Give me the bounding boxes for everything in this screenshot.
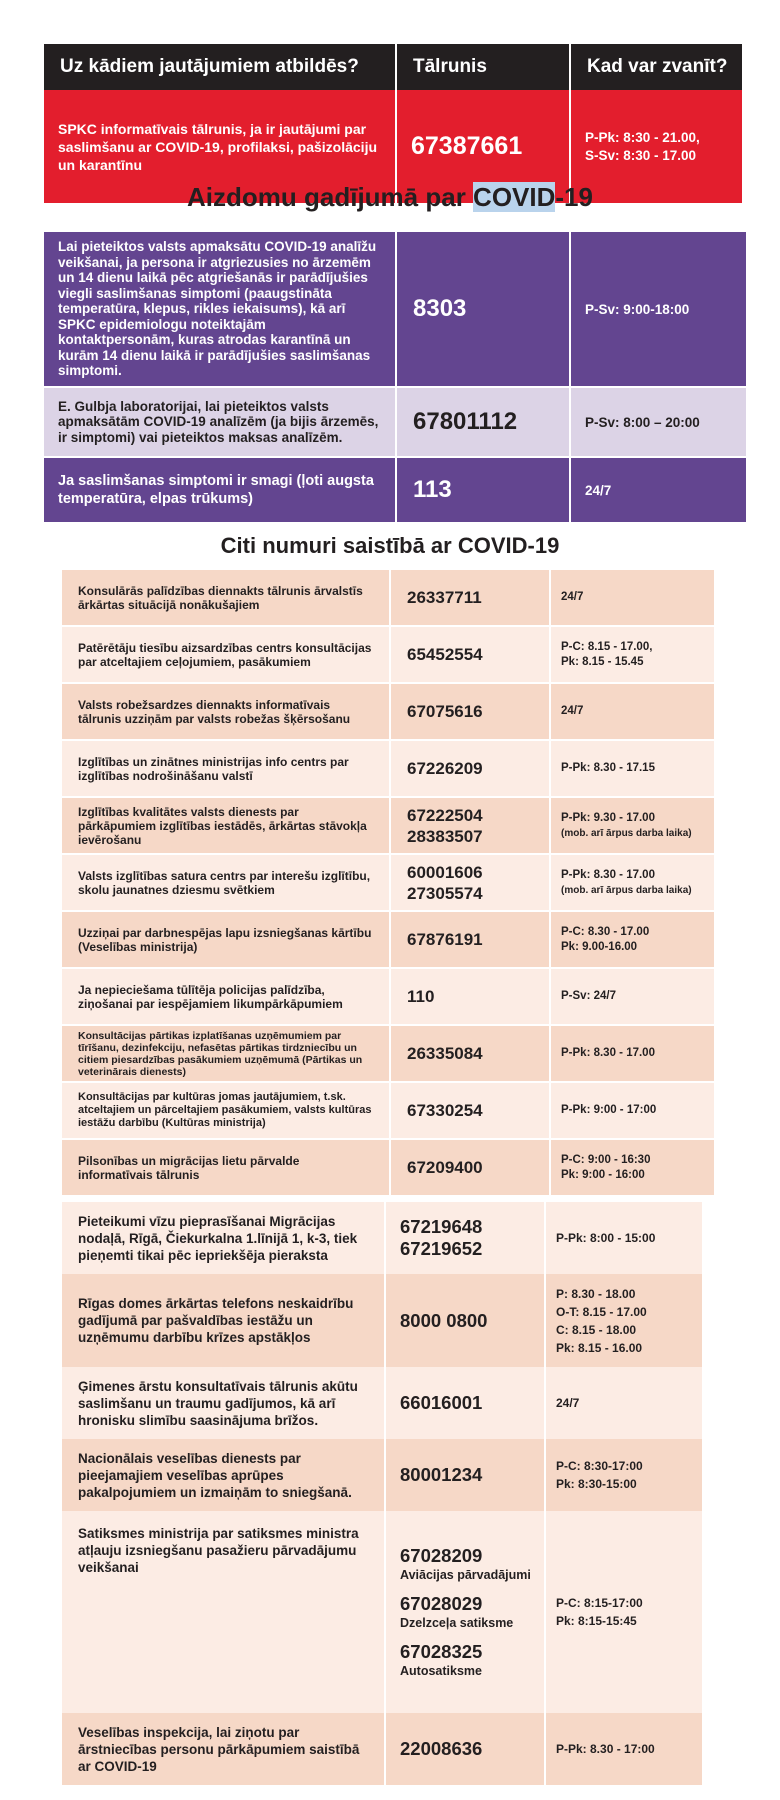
row-description: Ja nepieciešama tūlītēja policijas palīdzība, ziņošanai par iespējamiem likumpārkāpumiem (78, 982, 343, 1011)
hours-line: P: 8.30 - 18.00 (556, 1286, 636, 1301)
row-description: Ģimenes ārstu konsultatīvais tālrunis akūtu saslimšanu un traumu gadījumos, kā arī hronisku slimību saasinājuma brīžos. (78, 1378, 358, 1428)
header-phone: Tālrunis (395, 44, 569, 90)
hours-line: Pk: 8:30-15:00 (556, 1477, 637, 1491)
heading-text: -19 (555, 182, 593, 212)
phone-number[interactable]: 67219652 (400, 1238, 483, 1259)
row-description: Nacionālais veselības dienests par pieejamajiem veselības aprūpes pakalpojumiem un izmaiņām to sniegšanā. (78, 1450, 352, 1500)
row-description: Izglītības kvalitātes valsts dienests par pārkāpumiem izglītības iestādēs, ārkārtas stāvokļa ievērošanu (78, 804, 367, 847)
table-row (62, 627, 714, 684)
phone-number[interactable]: 67330254 (407, 1101, 483, 1120)
row-description: Pilsonības un migrācijas lietu pārvalde informatīvais tālrunis (78, 1153, 300, 1182)
table-row (44, 232, 746, 388)
table-row (62, 684, 714, 741)
row-hours (544, 1367, 702, 1439)
row-hours: 24/7 (569, 458, 746, 522)
row-description: Konsultācijas pārtikas izplatīšanas uzņēmumiem par tīrīšanu, dezinfekciju, nefasētas pārtikas tirdzniecību un citiem piesardzības pasākumiem uzņēmumā (Pārtikas un veterinārais dienests) (78, 1029, 363, 1078)
phone-number[interactable]: 67209400 (407, 1158, 483, 1177)
table-row (62, 912, 714, 969)
hours-line: P-Pk: 8:00 - 15:00 (556, 1231, 656, 1245)
row-hours (549, 1140, 714, 1195)
row-hours (549, 969, 714, 1024)
phone-number[interactable]: 26337711 (407, 588, 482, 607)
phone-number[interactable]: 67028209 (400, 1545, 483, 1566)
row-description: Uzziņai par darbnespējas lapu izsniegšanas kārtību (Veselības ministrija) (78, 925, 372, 954)
row-phone[interactable] (389, 855, 549, 910)
row-hours: P-Sv: 8:00 – 20:00 (569, 388, 746, 456)
row-description: Satiksmes ministrija par satiksmes ministra atļauju izsniegšanu pasažieru pārvadājumu veikšanai (78, 1526, 359, 1575)
hours-line: 24/7 (556, 1396, 580, 1410)
table-row (62, 570, 714, 627)
row-phone[interactable]: 67801112 (395, 388, 569, 456)
row-phone[interactable] (389, 1083, 549, 1138)
row-phone[interactable]: 8303 (395, 232, 569, 386)
row-hours (544, 1511, 702, 1713)
hours-line: Pk: 8:15-15:45 (556, 1614, 637, 1628)
hours-line: S-Sv: 8:30 - 17.00 (585, 147, 697, 163)
phone-number[interactable]: 27305574 (407, 883, 483, 903)
row-phone[interactable] (384, 1202, 544, 1274)
row-phone[interactable] (389, 969, 549, 1024)
hours-line: P-Pk: 8:30 - 21.00, (585, 129, 700, 145)
additional-numbers-table (62, 1202, 702, 1785)
table-row (62, 1511, 702, 1713)
phone-number[interactable]: 65452554 (407, 645, 483, 664)
hours-line: P-Sv: 24/7 (561, 990, 616, 1002)
row-description: Veselības inspekcija, lai ziņotu par ārstniecības personu pārkāpumiem saistībā ar COVID-19 (78, 1724, 360, 1774)
hours-line: P-C: 8.15 - 17.00, (561, 640, 653, 653)
hours-line: C: 8.15 - 18.00 (556, 1322, 637, 1337)
hours-line: O-T: 8.15 - 17.00 (556, 1304, 647, 1319)
row-hours (544, 1439, 702, 1511)
hours-note: (mob. arī ārpus darba laika) (561, 884, 692, 896)
table-row (62, 798, 714, 855)
table-row (62, 1439, 702, 1511)
hours-line: Pk: 9:00 - 16:00 (561, 1168, 645, 1181)
table-row (62, 1202, 702, 1274)
phone-subtitle: Autosatiksme (400, 1664, 482, 1678)
hours-line: Pk: 9.00-16.00 (561, 940, 638, 953)
row-hours (549, 1026, 714, 1081)
row-hours (549, 741, 714, 796)
phone-number[interactable]: 28383507 (407, 826, 483, 846)
row-phone[interactable] (389, 570, 549, 625)
row-phone[interactable] (389, 798, 549, 853)
table-row (62, 1140, 714, 1197)
section-heading-suspicion (0, 182, 780, 213)
row-phone[interactable]: 67387661 (395, 90, 569, 203)
table-row (62, 1367, 702, 1439)
row-hours: P-Sv: 9:00-18:00 (569, 232, 746, 386)
phone-number[interactable]: 67028325 (400, 1641, 483, 1662)
hours-line: P-C: 8:30-17:00 (556, 1459, 643, 1473)
row-description: Valsts robežsardzes diennakts informatīvais tālrunis uzziņām par valsts robežas šķērsošanu (78, 697, 351, 726)
phone-subtitle: Aviācijas pārvadājumi (400, 1568, 531, 1582)
row-description: Ja saslimšanas simptomi ir smagi (ļoti augsta temperatūra, elpas trūkums) (58, 473, 374, 507)
table-row (62, 1026, 714, 1083)
row-description: Patērētāju tiesību aizsardzības centrs konsultācijas par atceltajiem ceļojumiem, pasākumiem (78, 640, 372, 669)
header-hours: Kad var zvanīt? (569, 44, 742, 90)
row-phone[interactable] (389, 912, 549, 967)
hours-line: 24/7 (561, 591, 584, 603)
hours-line: P-Pk: 8.30 - 17:00 (556, 1742, 655, 1756)
row-description: Konsultācijas par kultūras jomas jautājumiem, t.sk. atceltajiem un pārceltajiem pasākumiem, valsts kultūras iestāžu darbību (Kultūras ministrija) (78, 1091, 372, 1129)
phone-number[interactable]: 67028029 (400, 1593, 483, 1614)
phone-number[interactable]: 66016001 (400, 1392, 483, 1413)
row-phone[interactable] (384, 1713, 544, 1785)
section-heading-other: Citi numuri saistībā ar COVID-19 (220, 533, 560, 558)
phone-number[interactable]: 60001606 (407, 862, 483, 882)
table-row (62, 741, 714, 798)
hours-line: P-C: 9:00 - 16:30 (561, 1153, 651, 1166)
table-row (62, 1274, 702, 1367)
heading-text: Aizdomu gadījumā par (187, 182, 474, 212)
row-description: Pieteikumi vīzu pieprasīšanai Migrācijas nodaļā, Rīgā, Čiekurkalna 1.līnijā 1, k-3, tiek pieņemti tikai pēc iepriekšēja pieraksta (78, 1213, 358, 1263)
table-row (62, 855, 714, 912)
suspicion-table (44, 232, 746, 524)
hours-line: P-C: 8.30 - 17.00 (561, 925, 650, 938)
row-description: E. Gulbja laboratorijai, lai pieteiktos valsts apmaksātām COVID-19 analīzēm (ja bijis ārzemēs, ir simptomi) vai pieteiktos maksas analīzēm. (58, 398, 379, 445)
phone-number[interactable]: 67226209 (407, 759, 483, 778)
row-phone[interactable] (384, 1511, 544, 1713)
table-row (44, 388, 746, 458)
row-hours (544, 1274, 702, 1367)
row-hours (544, 1713, 702, 1785)
other-numbers-table (62, 570, 714, 1197)
main-info-table (44, 44, 742, 203)
row-hours (544, 1202, 702, 1274)
row-description: Rīgas domes ārkārtas telefons neskaidrību gadījumā par pašvaldības iestāžu un uzņēmumu darbību krīzes apstākļos (78, 1296, 354, 1345)
phone-number[interactable]: 110 (407, 987, 435, 1006)
table-row (62, 1713, 702, 1785)
row-phone[interactable] (389, 627, 549, 682)
table-row (62, 969, 714, 1026)
hours-line: P-Pk: 8.30 - 17.00 (561, 868, 655, 881)
hours-line: P-Pk: 9:00 - 17:00 (561, 1104, 657, 1116)
phone-number[interactable]: 80001234 (400, 1464, 483, 1485)
phone-number[interactable]: 67222504 (407, 805, 483, 825)
phone-subtitle: Dzelzceļa satiksme (400, 1616, 514, 1630)
row-description: SPKC informatīvais tālrunis, ja ir jautājumi par saslimšanu ar COVID-19, profilaksi, pašizolāciju un karantīnu (58, 120, 378, 173)
row-hours (549, 855, 714, 910)
row-phone[interactable] (384, 1367, 544, 1439)
row-hours (549, 570, 714, 625)
row-phone[interactable] (389, 1140, 549, 1195)
phone-number[interactable]: 26335084 (407, 1044, 483, 1063)
hours-line: P-Pk: 8.30 - 17.15 (561, 762, 655, 774)
row-hours (549, 627, 714, 682)
phone-number[interactable]: 67075616 (407, 702, 483, 721)
heading-highlight: COVID (473, 182, 556, 212)
hours-line: Pk: 8.15 - 15.45 (561, 655, 644, 668)
hours-line: P-Pk: 8.30 - 17.00 (561, 1047, 655, 1059)
row-hours (549, 912, 714, 967)
row-description: Valsts izglītības satura centrs par interešu izglītību, skolu jaunatnes dziesmu svētkiem (78, 868, 371, 897)
hours-line: Pk: 8.15 - 16.00 (556, 1340, 643, 1355)
hours-line: 24/7 (561, 705, 584, 717)
row-hours (549, 684, 714, 739)
row-description: Lai pieteiktos valsts apmaksātu COVID-19 analīžu veikšanai, ja persona ir atgriezusies no ārzemēm un 14 dienu laikā pēc atgriešanās ir parādījušies viegli saslimšanas simptomi (paaugstināta temperatūra, klepus, rikles iekaisums), kā arī SPKC epidemiologu noteiktajām kontaktpersonām, kuras atrodas karantīnā un kurām 14 dienu laikā ir parādījušies saslimšanas simptomi. (58, 239, 377, 379)
phone-number[interactable]: 8000 0800 (400, 1309, 488, 1331)
phone-number[interactable]: 67876191 (407, 930, 483, 949)
table-header-row (44, 44, 742, 90)
row-hours (549, 1083, 714, 1138)
hours-note: (mob. arī ārpus darba laika) (561, 827, 692, 839)
phone-number[interactable]: 67219648 (400, 1216, 483, 1237)
row-hours (549, 798, 714, 853)
table-row (44, 458, 746, 524)
table-row (62, 1083, 714, 1140)
hours-line: P-Pk: 9.30 - 17.00 (561, 811, 655, 824)
row-phone[interactable] (384, 1439, 544, 1511)
row-phone[interactable]: 113 (395, 458, 569, 522)
row-description: Izglītības un zinātnes ministrijas info centrs par izglītības nodrošināšanu valstī (78, 754, 349, 783)
row-phone[interactable] (384, 1274, 544, 1367)
row-phone[interactable] (389, 1026, 549, 1081)
row-phone[interactable] (389, 741, 549, 796)
header-question: Uz kādiem jautājumiem atbildēs? (60, 56, 359, 77)
phone-number[interactable]: 22008636 (400, 1738, 483, 1759)
row-description: Konsulārās palīdzības diennakts tālrunis ārvalstīs ārkārtas situācijā nonākušajiem (78, 583, 363, 612)
row-phone[interactable] (389, 684, 549, 739)
hours-line: P-C: 8:15-17:00 (556, 1596, 643, 1610)
